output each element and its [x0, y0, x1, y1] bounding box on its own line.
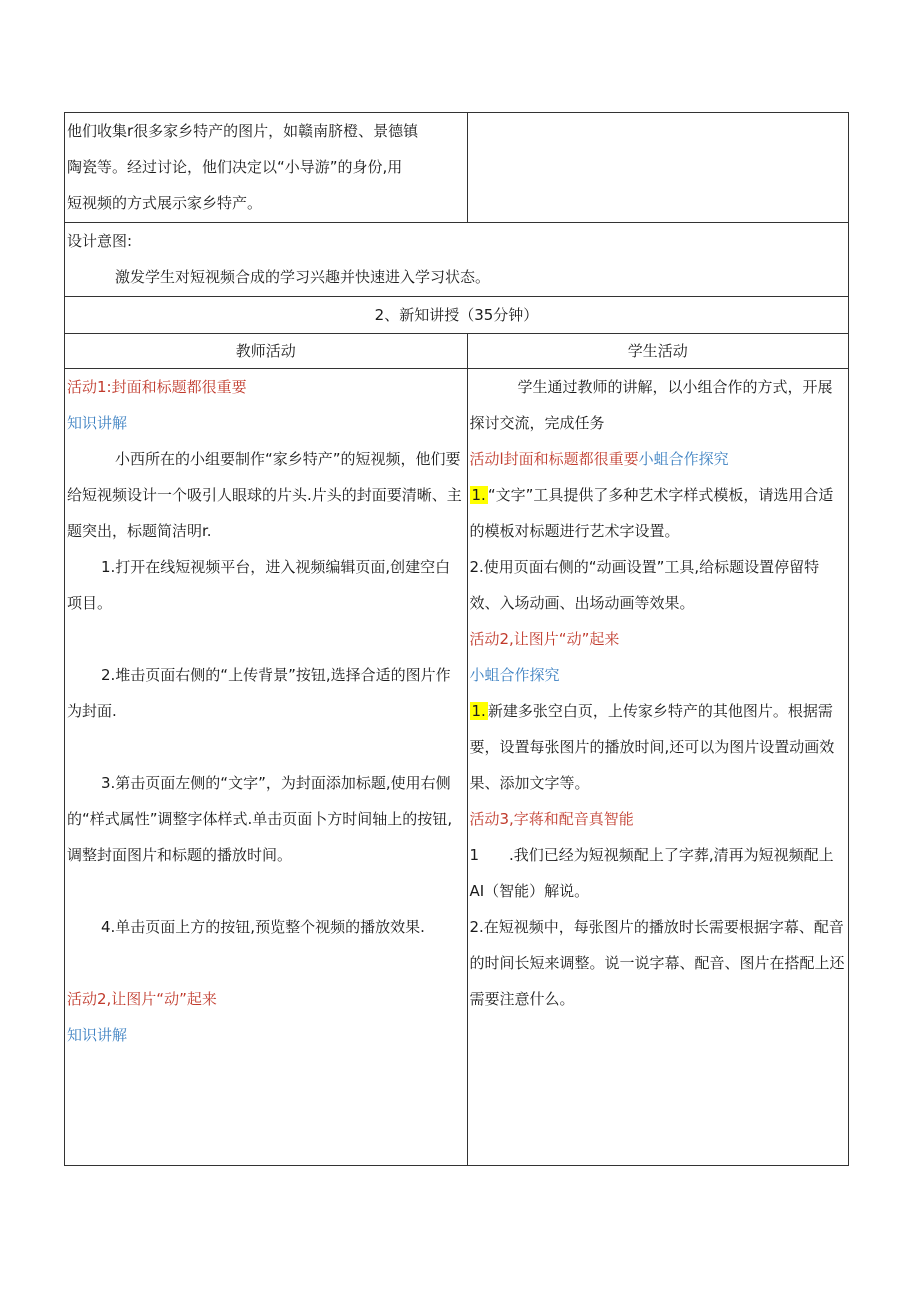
student-activity1-item1: [470, 477, 847, 549]
student-act2-item1-number: 1.: [471, 702, 486, 720]
design-label: 设计意图:: [67, 232, 133, 250]
teacher-knowledge2-label: 知识讲解: [67, 1026, 128, 1044]
student-header-text: 学生活动: [627, 342, 688, 360]
student-activity2-item1: [470, 693, 847, 801]
student-act2-item1-text: 新建多张空白页，上传家乡特产的其他图片。根据需要，设置每张图片的播放时间,还可以为图片设置动画效果、添加文字等。: [469, 702, 835, 792]
teacher-activities-cell: [65, 369, 468, 1166]
teacher-step3: 3.第击页面左侧的“文字”，为封面添加标题,使用右侧的“样式属性”调整字体样式.单击页面卜方时间轴上的按钮,调整封面图片和标题的播放时间。: [67, 774, 453, 864]
student-activity2-group-label: 小蛆合作探究: [469, 666, 560, 684]
intro-line-1: 他们收集r很多家乡特产的图片，如赣南脐橙、景德镇: [67, 122, 419, 140]
teacher-knowledge1-label: 知识讲解: [67, 414, 128, 432]
student-item1-text: “文字”工具提供了多种艺术字样式模板，请选用合适的模板对标题进行艺术字设置。: [469, 486, 834, 540]
header-row: [65, 334, 849, 369]
teacher-header-text: 教师活动: [235, 342, 296, 360]
student-activity1-heading: [470, 441, 847, 477]
section-title: [65, 297, 849, 334]
student-activities-cell: [467, 369, 849, 1166]
teacher-header: [65, 334, 468, 369]
teacher-activity2-title: 活动2,让图片“动”起来: [67, 990, 217, 1008]
student-activity2-title: 活动2,让图片“动”起来: [469, 630, 620, 648]
intro-line-3: 短视频的方式展示家乡特产。: [67, 194, 263, 212]
lesson-table: [64, 112, 849, 1166]
design-text: 激发学生对短视频合成的学习兴趣并快速进入学习状态。: [115, 268, 491, 286]
design-row: [65, 223, 849, 297]
teacher-para1: 小西所在的小组要制作“家乡特产”的短视频，他们要给短视频设计一个吸引人眼球的片头.片头的封面要清晰、主题突出，标题简洁明r.: [67, 450, 462, 540]
student-activity3-item1: 1 .我们已经为短视频配上了字葬,清再为短视频配上AI（智能）解说。: [469, 846, 834, 900]
lesson-plan-page: [64, 112, 849, 1166]
teacher-step2: 2.堆击页面右侧的“上传背景”按钮,选择合适的图片作为封面.: [67, 666, 451, 720]
student-item1-number: 1.: [471, 486, 486, 504]
student-activity1-item2: 2.使用页面右侧的“动画设置”工具,给标题设置停留特效、入场动画、出场动画等效果。: [469, 558, 820, 612]
teacher-activity1-title: 活动1:封面和标题都很重要: [67, 378, 247, 396]
teacher-step1: 1.打开在线短视频平台，进入视频编辑页面,创建空白项目。: [67, 558, 451, 612]
student-activity3-item2: 2.在短视频中，每张图片的播放时长需要根据字幕、配音的时间长短来调整。说一说字幕、配音、图片在搭配上还需要注意什么。: [469, 918, 845, 1008]
design-cell: [65, 223, 849, 297]
student-activity1-group-label: 小蛆合作探究: [638, 450, 729, 468]
intro-row: [65, 113, 849, 223]
intro-right-empty-cell: [467, 113, 849, 223]
section-row: [65, 297, 849, 334]
content-row: [65, 369, 849, 1166]
intro-line-2: 陶瓷等。经过讨论，他们决定以“小导游”的身份,用: [67, 158, 403, 176]
student-header: [467, 334, 849, 369]
intro-cell: [65, 113, 468, 223]
section-title-text: 2、新知讲授（35分钟）: [374, 306, 539, 324]
student-intro: 学生通过教师的讲解，以小组合作的方式，开展探讨交流，完成任务: [469, 378, 833, 432]
student-activity3-title: 活动3,字蒋和配音真智能: [469, 810, 634, 828]
student-activity1-title: 活动l封面和标题都很重要: [469, 450, 639, 468]
teacher-step4: 4.单击页面上方的按钮,预览整个视频的播放效果.: [101, 918, 425, 936]
